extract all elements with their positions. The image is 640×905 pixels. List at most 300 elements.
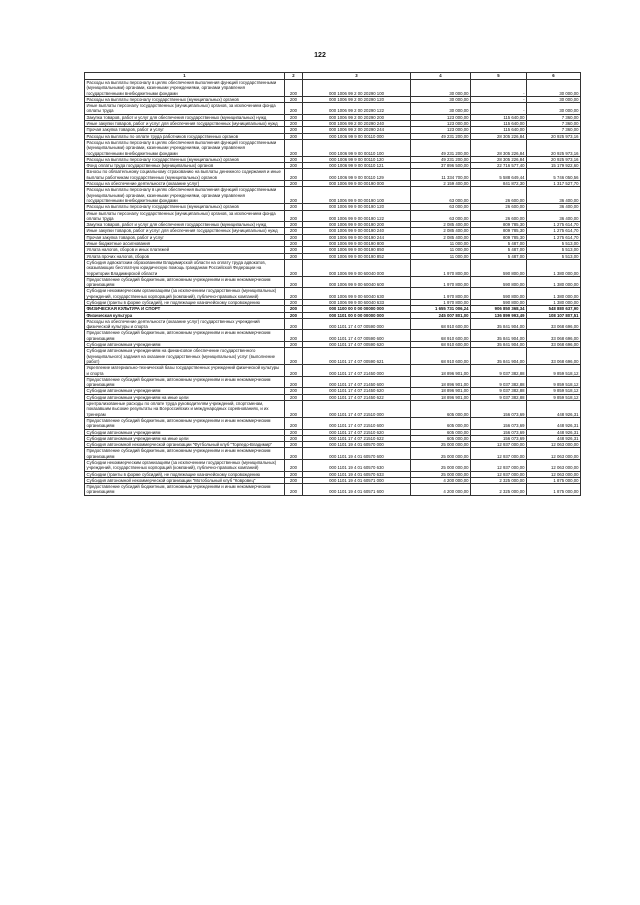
cell-kbk: 000 1101 17 4 07 21450 620 <box>303 388 411 394</box>
cell-name: Предоставление субсидий бюджетным, автономным учреждениям и иным некоммерческим организациям <box>85 484 285 496</box>
cell-code: 200 <box>285 169 303 181</box>
cell-done: 156 073,69 <box>471 429 527 435</box>
table-row <box>85 429 581 435</box>
cell-kbk: 000 1101 17 4 07 00590 620 <box>303 342 411 348</box>
cell-code: 200 <box>285 241 303 247</box>
cell-done: 590 800,00 <box>471 259 527 276</box>
cell-plan: 25 000 000,00 <box>411 471 471 477</box>
cell-name: Субсидии автономным учреждениям на финансовое обеспечение государственного (муниципального) задания на оказание государственных (муниципальных) услуг (выполнение работ) <box>85 348 285 365</box>
cell-kbk: 000 1006 99 9 00 00110 000 <box>303 133 411 139</box>
cell-kbk: 000 1006 99 9 00 00110 120 <box>303 156 411 162</box>
cell-name: Субсидии автономным учреждениям <box>85 388 285 394</box>
cell-code: 200 <box>285 156 303 162</box>
cell-done: 35 841 904,00 <box>471 348 527 365</box>
table-row <box>85 365 581 377</box>
cell-rest: 30 000,00 <box>527 80 581 97</box>
cell-rest: 12 063 000,00 <box>527 460 581 472</box>
cell-kbk: 000 1101 19 4 01 60570 633 <box>303 471 411 477</box>
cell-name: Субсидии автономным учреждениям <box>85 429 285 435</box>
cell-rest: 5 513,00 <box>527 241 581 247</box>
cell-plan: 4 200 000,00 <box>411 477 471 483</box>
cell-plan: 605 000,00 <box>411 429 471 435</box>
cell-code: 200 <box>285 139 303 156</box>
header-cell: 4 <box>411 73 471 80</box>
cell-code: 200 <box>285 80 303 97</box>
cell-kbk: 000 1006 99 2 00 20290 244 <box>303 127 411 133</box>
cell-rest: 33 068 696,00 <box>527 342 581 348</box>
cell-done: 2 325 000,00 <box>471 477 527 483</box>
cell-plan: 123 000,00 <box>411 127 471 133</box>
cell-kbk: 000 1101 17 4 07 21450 622 <box>303 394 411 400</box>
cell-rest: 1 275 614,70 <box>527 234 581 240</box>
cell-plan: 25 000 000,00 <box>411 448 471 460</box>
cell-done: - <box>471 96 527 102</box>
cell-name: ФИЗИЧЕСКАЯ КУЛЬТУРА И СПОРТ <box>85 306 285 312</box>
cell-kbk: 000 1006 99 2 00 20290 200 <box>303 114 411 120</box>
cell-done: 35 841 904,00 <box>471 330 527 342</box>
table-row <box>85 471 581 477</box>
cell-done: - <box>471 103 527 115</box>
cell-code: 200 <box>285 429 303 435</box>
cell-name: Закупка товаров, работ и услуг для обеспечения государственных (муниципальных) нужд <box>85 222 285 228</box>
cell-done: 28 305 226,84 <box>471 156 527 162</box>
table-row <box>85 163 581 169</box>
cell-done: 5 487,00 <box>471 247 527 253</box>
cell-rest: 7 360,00 <box>527 127 581 133</box>
cell-plan: 605 000,00 <box>411 417 471 429</box>
cell-name: Субсидии (гранты в форме субсидий), не подлежащие казначейскому сопровождению <box>85 299 285 305</box>
cell-rest: 12 063 000,00 <box>527 448 581 460</box>
cell-code: 200 <box>285 417 303 429</box>
cell-name: Централизованные расходы по оплате труда руководителям учреждений, спортсменам, показавшим высокие результаты на Всероссийских и международных соревнованиях, и их тренерам <box>85 401 285 418</box>
cell-name: Предоставление субсидий бюджетным, автономным учреждениям и иным некоммерческим организациям <box>85 448 285 460</box>
cell-rest: 9 859 518,12 <box>527 365 581 377</box>
cell-plan: 30 000,00 <box>411 80 471 97</box>
cell-code: 200 <box>285 394 303 400</box>
cell-kbk: 000 1006 99 9 00 60040 630 <box>303 288 411 300</box>
table-row <box>85 234 581 240</box>
cell-plan: 1 655 731 006,24 <box>411 306 471 312</box>
cell-rest: 5 513,00 <box>527 253 581 259</box>
cell-kbk: 000 1006 99 9 00 00190 244 <box>303 234 411 240</box>
cell-kbk: 000 1006 99 9 00 00190 800 <box>303 241 411 247</box>
cell-name: Уплата прочих налогов, сборов <box>85 253 285 259</box>
cell-rest: 448 926,31 <box>527 417 581 429</box>
cell-done: 28 305 226,84 <box>471 139 527 156</box>
cell-plan: 30 000,00 <box>411 103 471 115</box>
cell-plan: 63 000,00 <box>411 210 471 222</box>
cell-code: 200 <box>285 471 303 477</box>
cell-rest: 33 068 696,00 <box>527 318 581 330</box>
cell-plan: 18 896 901,00 <box>411 388 471 394</box>
cell-code: 200 <box>285 276 303 288</box>
cell-code: 200 <box>285 253 303 259</box>
cell-kbk: 000 1006 99 9 00 00190 852 <box>303 253 411 259</box>
cell-plan: 11 334 700,00 <box>411 169 471 181</box>
table-row <box>85 484 581 496</box>
cell-plan: 68 910 600,00 <box>411 330 471 342</box>
cell-rest: 548 880 637,90 <box>527 306 581 312</box>
table-row <box>85 477 581 483</box>
table-row <box>85 187 581 204</box>
cell-name: Прочая закупка товаров, работ и услуг <box>85 127 285 133</box>
cell-code: 200 <box>285 388 303 394</box>
cell-code: 200 <box>285 365 303 377</box>
cell-done: 28 305 226,84 <box>471 133 527 139</box>
cell-done: 156 073,69 <box>471 401 527 418</box>
cell-done: 26 600,00 <box>471 210 527 222</box>
cell-done: - <box>471 80 527 97</box>
header-cell: 2 <box>285 73 303 80</box>
cell-code: 200 <box>285 318 303 330</box>
cell-rest: 9 859 518,12 <box>527 394 581 400</box>
cell-done: 35 841 904,00 <box>471 318 527 330</box>
cell-kbk: 000 1006 99 9 00 00110 129 <box>303 169 411 181</box>
cell-name: Иные выплаты персоналу государственных (муниципальных) органов, за исключением фонда оплаты труда <box>85 103 285 115</box>
cell-name: Расходы на выплаты по оплате труда работников государственных органов <box>85 133 285 139</box>
cell-rest: 448 926,31 <box>527 435 581 441</box>
cell-name: Предоставление субсидий бюджетным, автономным учреждениям и иным некоммерческим организациям <box>85 276 285 288</box>
cell-plan: 25 000 000,00 <box>411 442 471 448</box>
cell-code: 200 <box>285 306 303 312</box>
cell-name: Иные закупки товаров, работ и услуг для обеспечения государственных (муниципальных) нужд <box>85 228 285 234</box>
cell-rest: 33 068 696,00 <box>527 348 581 365</box>
cell-code: 200 <box>285 299 303 305</box>
cell-plan: 25 000 000,00 <box>411 460 471 472</box>
table-row <box>85 181 581 187</box>
cell-done: 136 899 993,49 <box>471 312 527 318</box>
cell-name: Прочая закупка товаров, работ и услуг <box>85 234 285 240</box>
table-row <box>85 401 581 418</box>
cell-done: 5 487,00 <box>471 241 527 247</box>
cell-name: Расходы на выплаты персоналу государственных (муниципальных) органов <box>85 204 285 210</box>
cell-kbk: 000 1101 19 4 01 60570 000 <box>303 442 411 448</box>
cell-done: 9 037 382,88 <box>471 388 527 394</box>
cell-code: 200 <box>285 312 303 318</box>
cell-name: Физическая культура <box>85 312 285 318</box>
table-row <box>85 80 581 97</box>
table-row <box>85 376 581 388</box>
cell-code: 200 <box>285 222 303 228</box>
cell-plan: 2 085 400,00 <box>411 234 471 240</box>
cell-code: 200 <box>285 448 303 460</box>
cell-plan: 49 231 200,00 <box>411 156 471 162</box>
cell-done: 809 785,30 <box>471 234 527 240</box>
cell-rest: 448 926,31 <box>527 429 581 435</box>
cell-done: 115 640,00 <box>471 114 527 120</box>
cell-rest: 7 360,00 <box>527 114 581 120</box>
table-row <box>85 127 581 133</box>
header-cell: 6 <box>527 73 581 80</box>
cell-code: 200 <box>285 342 303 348</box>
cell-kbk: 000 1101 17 4 07 21510 622 <box>303 435 411 441</box>
cell-kbk: 000 1006 99 2 00 20290 240 <box>303 121 411 127</box>
cell-code: 200 <box>285 204 303 210</box>
cell-name: Субсидии автономным учреждениям на иные цели <box>85 435 285 441</box>
cell-done: 26 600,00 <box>471 204 527 210</box>
cell-kbk: 000 1101 17 4 07 21450 000 <box>303 365 411 377</box>
cell-code: 200 <box>285 133 303 139</box>
cell-plan: 37 896 500,00 <box>411 163 471 169</box>
cell-name: Расходы на выплаты персоналу в целях обеспечения выполнения функций государственными (муниципальными) органами, казенными учреждениями, органами управления государственными внебюджетными фондами <box>85 139 285 156</box>
cell-name: Субсидии автономным учреждениям на иные цели <box>85 394 285 400</box>
table-row <box>85 442 581 448</box>
cell-done: 2 325 000,00 <box>471 484 527 496</box>
cell-done: 590 800,00 <box>471 276 527 288</box>
cell-plan: 11 000,00 <box>411 253 471 259</box>
cell-name: Субсидия автономной некоммерческой организации "Футбольный клуб "Торпедо-Владимир" <box>85 442 285 448</box>
table-row <box>85 133 581 139</box>
table-row <box>85 103 581 115</box>
cell-code: 200 <box>285 348 303 365</box>
cell-kbk: 000 1006 99 9 00 60040 633 <box>303 299 411 305</box>
table-row <box>85 169 581 181</box>
table-row <box>85 460 581 472</box>
table-row <box>85 259 581 276</box>
cell-rest: 33 068 696,00 <box>527 330 581 342</box>
cell-code: 200 <box>285 228 303 234</box>
cell-done: 22 716 577,40 <box>471 163 527 169</box>
cell-done: 12 937 000,00 <box>471 471 527 477</box>
cell-plan: 63 000,00 <box>411 187 471 204</box>
cell-code: 200 <box>285 163 303 169</box>
cell-name: Иные закупки товаров, работ и услуг для обеспечения государственных (муниципальных) нужд <box>85 121 285 127</box>
cell-name: Уплата налогов, сборов и иных платежей <box>85 247 285 253</box>
cell-rest: 7 360,00 <box>527 121 581 127</box>
cell-kbk: 000 1101 17 4 07 21510 000 <box>303 401 411 418</box>
cell-done: 841 872,30 <box>471 181 527 187</box>
cell-code: 200 <box>285 247 303 253</box>
header-row <box>85 73 581 80</box>
cell-rest: 20 925 973,16 <box>527 139 581 156</box>
cell-rest: 36 400,00 <box>527 210 581 222</box>
cell-plan: 68 910 600,00 <box>411 318 471 330</box>
table-row <box>85 417 581 429</box>
cell-rest: 1 380 000,00 <box>527 276 581 288</box>
cell-rest: 1 380 000,00 <box>527 259 581 276</box>
cell-rest: 1 875 000,00 <box>527 484 581 496</box>
cell-kbk: 000 1101 00 0 00 00000 000 <box>303 312 411 318</box>
cell-kbk: 000 1006 99 9 00 00110 100 <box>303 139 411 156</box>
cell-done: 590 800,00 <box>471 288 527 300</box>
cell-name: Иные бюджетные ассигнования <box>85 241 285 247</box>
cell-kbk: 000 1006 99 2 00 20290 122 <box>303 103 411 115</box>
cell-name: Субсидии некоммерческим организациям (за исключением государственных (муниципальных) учреждений, государственных корпораций (компаний), публично-правовых компаний) <box>85 288 285 300</box>
header-cell: 5 <box>471 73 527 80</box>
cell-plan: 1 970 800,00 <box>411 259 471 276</box>
cell-done: 35 841 904,00 <box>471 342 527 348</box>
cell-done: 5 487,00 <box>471 253 527 259</box>
cell-plan: 1 970 800,00 <box>411 276 471 288</box>
cell-kbk: 000 1101 19 4 01 60571 000 <box>303 477 411 483</box>
cell-kbk: 000 1006 99 9 00 00190 200 <box>303 222 411 228</box>
cell-name: Расходы на обеспечение деятельности (оказание услуг) <box>85 181 285 187</box>
cell-rest: 36 400,00 <box>527 204 581 210</box>
table-row <box>85 330 581 342</box>
cell-code: 200 <box>285 114 303 120</box>
cell-name: Субсидия адвокатским образованиям Владимирской области на оплату труда адвокатов, оказывающих бесплатную юридическую помощь гражданам Российской Федерации на территории Владимирской области <box>85 259 285 276</box>
budget-table <box>84 72 581 496</box>
cell-code: 200 <box>285 477 303 483</box>
cell-plan: 605 000,00 <box>411 401 471 418</box>
cell-done: 809 785,30 <box>471 228 527 234</box>
cell-done: 5 588 649,44 <box>471 169 527 181</box>
cell-rest: 30 000,00 <box>527 103 581 115</box>
table-row <box>85 348 581 365</box>
cell-kbk: 000 1101 19 4 01 60570 630 <box>303 460 411 472</box>
cell-done: 809 785,30 <box>471 222 527 228</box>
table-row <box>85 318 581 330</box>
cell-done: 12 937 000,00 <box>471 448 527 460</box>
header-cell: 3 <box>303 73 411 80</box>
cell-done: 9 037 382,88 <box>471 365 527 377</box>
table-row <box>85 306 581 312</box>
cell-kbk: 000 1101 17 4 07 00590 621 <box>303 348 411 365</box>
cell-plan: 1 970 800,00 <box>411 299 471 305</box>
cell-plan: 30 000,00 <box>411 96 471 102</box>
cell-code: 200 <box>285 376 303 388</box>
cell-name: Расходы на выплаты персоналу в целях обеспечения выполнения функций государственными (муниципальными) органами, казенными учреждениями, органами управления государственными внебюджетными фондами <box>85 80 285 97</box>
cell-rest: 36 400,00 <box>527 187 581 204</box>
cell-kbk: 000 1101 19 4 01 60571 600 <box>303 484 411 496</box>
cell-code: 200 <box>285 121 303 127</box>
cell-plan: 11 000,00 <box>411 247 471 253</box>
table-row <box>85 394 581 400</box>
table-row <box>85 114 581 120</box>
cell-code: 200 <box>285 460 303 472</box>
cell-done: 12 937 000,00 <box>471 442 527 448</box>
table-row <box>85 222 581 228</box>
cell-plan: 123 000,00 <box>411 121 471 127</box>
cell-name: Предоставление субсидий бюджетным, автономным учреждениям и иным некоммерческим организациям <box>85 417 285 429</box>
cell-done: 26 600,00 <box>471 187 527 204</box>
cell-plan: 18 896 901,00 <box>411 394 471 400</box>
cell-done: 9 037 382,88 <box>471 376 527 388</box>
cell-code: 200 <box>285 234 303 240</box>
cell-code: 200 <box>285 181 303 187</box>
cell-name: Расходы на выплаты персоналу государственных (муниципальных) органов <box>85 96 285 102</box>
cell-code: 200 <box>285 96 303 102</box>
cell-done: 12 937 000,00 <box>471 460 527 472</box>
cell-kbk: 000 1101 17 4 07 00590 000 <box>303 318 411 330</box>
cell-rest: 1 275 614,70 <box>527 222 581 228</box>
cell-kbk: 000 1006 99 2 00 20290 120 <box>303 96 411 102</box>
cell-plan: 11 000,00 <box>411 241 471 247</box>
cell-plan: 68 910 600,00 <box>411 342 471 348</box>
cell-plan: 245 007 801,00 <box>411 312 471 318</box>
page-number: 122 <box>314 52 326 59</box>
cell-code: 200 <box>285 484 303 496</box>
cell-plan: 2 085 400,00 <box>411 228 471 234</box>
cell-kbk: 000 1100 00 0 00 00000 000 <box>303 306 411 312</box>
cell-plan: 49 231 200,00 <box>411 139 471 156</box>
table-row <box>85 228 581 234</box>
cell-plan: 18 896 901,00 <box>411 365 471 377</box>
cell-kbk: 000 1006 99 9 00 60040 000 <box>303 259 411 276</box>
table-row <box>85 448 581 460</box>
table-row <box>85 342 581 348</box>
cell-name: Расходы на выплаты персоналу государственных (муниципальных) органов <box>85 156 285 162</box>
cell-name: Фонд оплаты труда государственных (муниципальных) органов <box>85 163 285 169</box>
cell-name: Субсидии некоммерческим организациям (за исключением государственных (муниципальных) учреждений, государственных корпораций (компаний), публично-правовых компаний) <box>85 460 285 472</box>
cell-name: Субсидии автономным учреждениям <box>85 342 285 348</box>
cell-kbk: 000 1101 17 4 07 00590 600 <box>303 330 411 342</box>
cell-code: 200 <box>285 435 303 441</box>
cell-rest: 15 179 922,60 <box>527 163 581 169</box>
table-row <box>85 204 581 210</box>
cell-rest: 1 275 614,70 <box>527 228 581 234</box>
cell-rest: 20 925 973,16 <box>527 156 581 162</box>
cell-done: 156 073,69 <box>471 417 527 429</box>
cell-kbk: 000 1101 17 4 07 21450 600 <box>303 376 411 388</box>
cell-code: 200 <box>285 187 303 204</box>
table-row <box>85 121 581 127</box>
cell-name: Предоставление субсидий бюджетным, автономным учреждениям и иным некоммерческим организациям <box>85 376 285 388</box>
cell-plan: 2 085 400,00 <box>411 222 471 228</box>
cell-kbk: 000 1006 99 9 00 60040 600 <box>303 276 411 288</box>
table-row <box>85 435 581 441</box>
cell-done: 156 073,69 <box>471 435 527 441</box>
header-cell: 1 <box>85 73 285 80</box>
cell-name: Закупка товаров, работ и услуг для обеспечения государственных (муниципальных) нужд <box>85 114 285 120</box>
cell-name: Предоставление субсидий бюджетным, автономным учреждениям и иным некоммерческим организациям <box>85 330 285 342</box>
table-row <box>85 276 581 288</box>
cell-code: 200 <box>285 330 303 342</box>
cell-done: 9 037 382,88 <box>471 394 527 400</box>
cell-code: 200 <box>285 401 303 418</box>
cell-name: Субсидия автономной некоммерческой организации "Мотобольный клуб "Ковровец" <box>85 477 285 483</box>
cell-code: 200 <box>285 210 303 222</box>
cell-kbk: 000 1006 99 9 00 00190 240 <box>303 228 411 234</box>
cell-name: Иные выплаты персоналу государственных (муниципальных) органов, за исключением фонда оплаты труда <box>85 210 285 222</box>
table-row <box>85 299 581 305</box>
cell-rest: 30 000,00 <box>527 96 581 102</box>
cell-rest: 1 380 000,00 <box>527 299 581 305</box>
cell-code: 200 <box>285 442 303 448</box>
cell-code: 200 <box>285 103 303 115</box>
cell-kbk: 000 1006 99 9 00 00190 120 <box>303 204 411 210</box>
cell-code: 200 <box>285 127 303 133</box>
cell-rest: 12 063 000,00 <box>527 471 581 477</box>
cell-rest: 5 513,00 <box>527 247 581 253</box>
cell-done: 906 850 368,34 <box>471 306 527 312</box>
cell-plan: 2 159 400,00 <box>411 181 471 187</box>
cell-rest: 5 746 050,56 <box>527 169 581 181</box>
table-row <box>85 139 581 156</box>
cell-plan: 1 970 800,00 <box>411 288 471 300</box>
cell-rest: 1 317 527,70 <box>527 181 581 187</box>
cell-name: Расходы на выплаты персоналу в целях обеспечения выполнения функций государственными (муниципальными) органами, казенными учреждениями, органами управления государственными внебюджетными фондами <box>85 187 285 204</box>
cell-rest: 448 926,31 <box>527 401 581 418</box>
cell-rest: 9 859 518,12 <box>527 388 581 394</box>
table-row <box>85 156 581 162</box>
cell-name: Расходы на обеспечение деятельности (оказание услуг) государственных учреждений физической культуры и спорта <box>85 318 285 330</box>
table-row <box>85 388 581 394</box>
cell-plan: 123 000,00 <box>411 114 471 120</box>
cell-done: 590 800,00 <box>471 299 527 305</box>
cell-code: 200 <box>285 288 303 300</box>
cell-rest: 1 380 000,00 <box>527 288 581 300</box>
cell-name: Укрепление материально-технической базы государственных учреждений физической культуры и спорта <box>85 365 285 377</box>
cell-kbk: 000 1101 17 4 07 21510 620 <box>303 429 411 435</box>
cell-kbk: 000 1006 99 9 00 00190 850 <box>303 247 411 253</box>
cell-kbk: 000 1006 99 2 00 20290 100 <box>303 80 411 97</box>
table-row <box>85 210 581 222</box>
cell-plan: 49 231 200,00 <box>411 133 471 139</box>
cell-done: 115 640,00 <box>471 121 527 127</box>
cell-kbk: 000 1101 19 4 01 60570 600 <box>303 448 411 460</box>
cell-plan: 18 896 901,00 <box>411 376 471 388</box>
